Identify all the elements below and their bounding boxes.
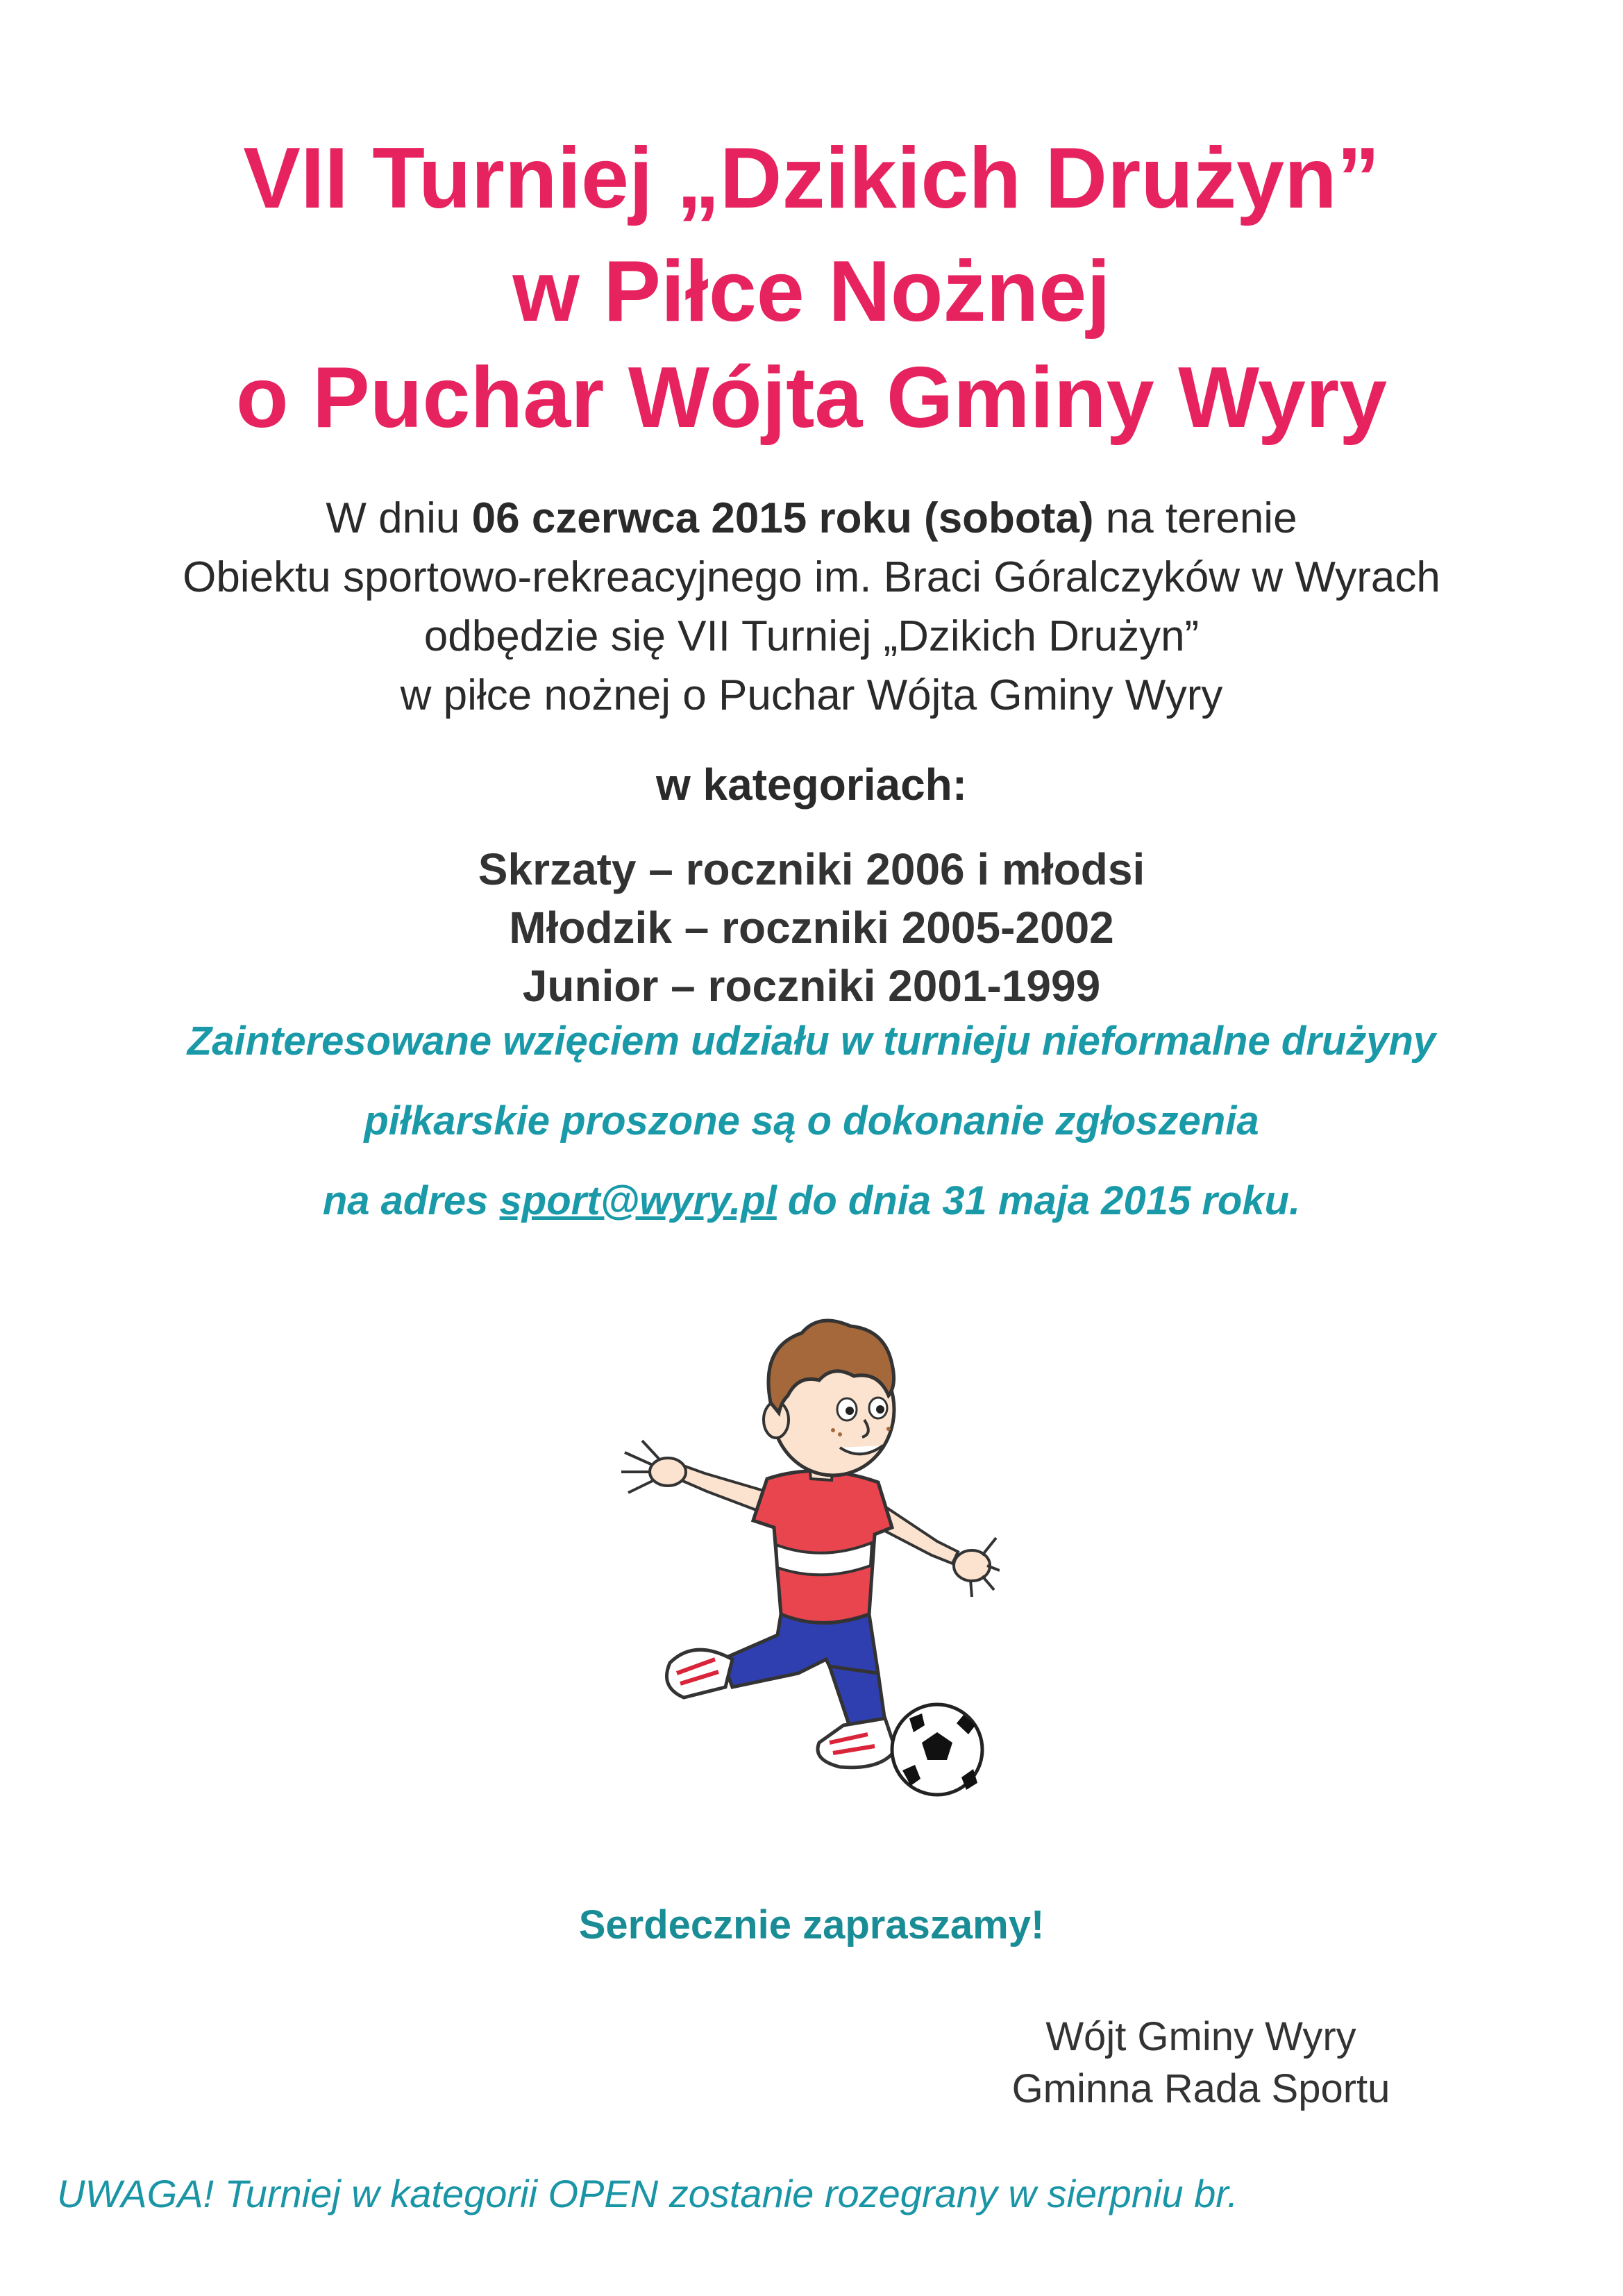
- title-line-3: o Puchar Wójta Gminy Wyry: [235, 350, 1388, 446]
- signature-line-1: Wójt Gminy Wyry: [1045, 2014, 1356, 2059]
- intro-date: 06 czerwca 2015 roku (sobota): [471, 494, 1094, 542]
- categories-heading: w kategoriach:: [655, 760, 968, 810]
- category-item: Skrzaty – roczniki 2006 i młodsi: [478, 844, 1145, 894]
- registration-line-2: piłkarskie proszone są o dokonanie zgłoszenia: [364, 1098, 1259, 1143]
- intro-line-3: odbędzie się VII Turniej „Dzikich Drużyn”: [423, 612, 1200, 660]
- title-line-2: w Piłce Nożnej: [512, 244, 1111, 340]
- signature-line-2: Gminna Rada Sportu: [1011, 2066, 1390, 2111]
- intro-date-suffix: na terenie: [1093, 494, 1297, 542]
- registration-line-3: [0, 1173, 1623, 1229]
- invitation-text: Serdecznie zapraszamy!: [578, 1902, 1045, 1947]
- category-item: Młodzik – roczniki 2005-2002: [509, 903, 1114, 953]
- notice-text: UWAGA! Turniej w kategorii OPEN zostanie rozegrany w sierpniu br.: [57, 2172, 1238, 2215]
- intro-line-1: [0, 491, 1623, 546]
- intro-line-2: Obiektu sportowo-rekreacyjnego im. Braci Góralczyków w Wyrach: [183, 553, 1440, 601]
- registration-suffix: do dnia 31 maja 2015 roku.: [776, 1178, 1301, 1223]
- email-link[interactable]: sport@wyry.pl: [499, 1178, 777, 1223]
- boy-kicking-football-icon: [611, 1298, 1000, 1812]
- registration-line-1: Zainteresowane wzięciem udziału w turnieju nieformalne drużyny: [187, 1019, 1436, 1064]
- category-item: Junior – roczniki 2001-1999: [522, 961, 1101, 1011]
- title-line-1: VII Turniej „Dzikich Drużyn”: [243, 131, 1380, 226]
- intro-line-4: w piłce nożnej o Puchar Wójta Gminy Wyry: [400, 671, 1223, 719]
- intro-date-prefix: W dniu: [326, 494, 472, 542]
- registration-prefix: na adres: [322, 1178, 500, 1223]
